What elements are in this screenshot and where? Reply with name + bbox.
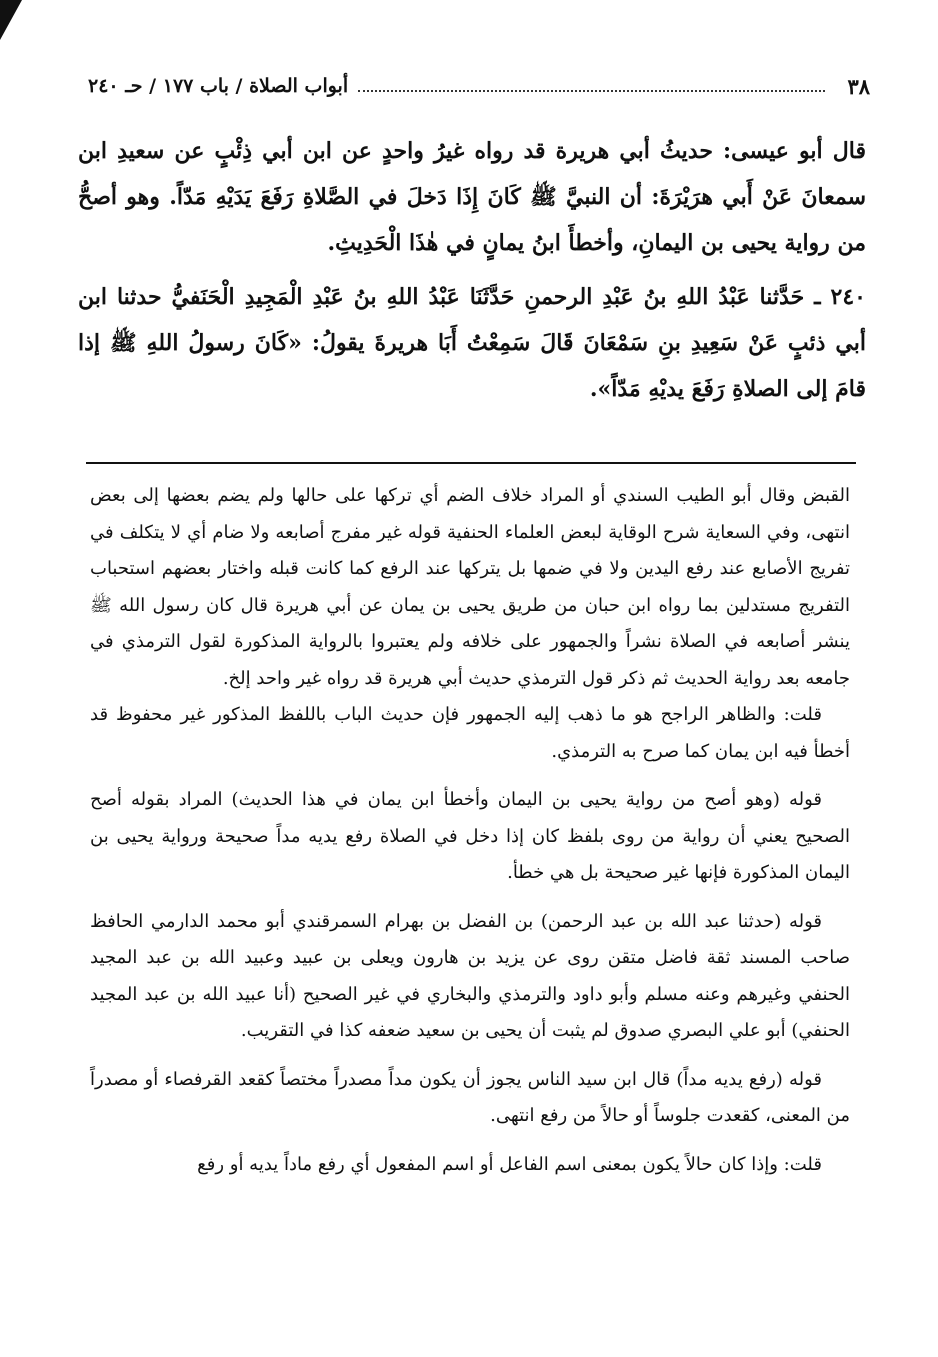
page-number: ٣٨ — [847, 73, 870, 99]
main-paragraph-1: قال أبو عيسى: حديثُ أبي هريرة قد رواه غيرُ واحدٍ عن ابن أبي ذِئْبٍ عن سعيدِ ابن سمعانَ عَنْ أَبي هرَيْرَةَ: أن النبيَّ ﷺ كَانَ إِذَا دَخلَ في الصَّلاةِ رَفَعَ يَدَيْهِ مَدّاً. وهو أصحُّ من رواية يحيى بن اليمانِ، وأخطأَ ابنُ يمانٍ في هٰذَا الْحَدِيثِ. — [78, 138, 866, 256]
running-title: أبواب الصلاة / باب ١٧٧ / حـ ٢٤٠ — [88, 75, 349, 97]
commentary-paragraph-2: قلت: والظاهر الراجح هو ما ذهب إليه الجمهور فإن حديث الباب باللفظ المذكور غير محفوظ قد أخطأ فيه ابن يمان كما صرح به الترمذي. — [90, 704, 850, 762]
commentary-paragraph-4: قوله (حدثنا عبد الله بن عبد الرحمن) بن الفضل بن بهرام السمرقندي أبو محمد الدارمي الحافظ صاحب المسند ثقة فاضل متقن روى عن يزيد بن هارون ويعلى بن عبيد وعبيد الله بن عبد المجيد الحنفي وغيرهم وعنه مسلم وأبو داود والترمذي والبخاري في غير الصحيح (أنا عبيد الله بن عبد المجيد الحنفي) أبو علي البصري صدوق لم يثبت أن يحيى بن سعيد ضعفه كذا في التقريب. — [90, 910, 850, 1041]
commentary-paragraph-3: قوله (وهو أصح من رواية يحيى بن اليمان وأخطأ ابن يمان في هذا الحديث) المراد بقوله أصح الصحيح يعني أن رواية من روى بلفظ كان إذا دخل في الصلاة رفع يديه مداً صحيحة ورواية يحيى بن اليمان المذكورة فإنها غير صحيحة بل هي خطأ. — [90, 789, 850, 883]
page-corner-mark — [0, 0, 22, 40]
commentary-paragraph-1: القبض وقال أبو الطيب السندي أو المراد خلاف الضم أي تركها على حالها ولم يضم بعضها إلى بعض انتهى، وفي السعاية شرح الوقاية لبعض العلماء الحنفية قوله غير مفرج أصابعه ولا ضام أي لا يتكلف في تفريج الأصابع عند رفع اليدين ولا في ضمها بل يتركها عند الرفع كما كانت قبله واختار بعضهم استحباب التفريج مستدلين بما رواه ابن حبان من طريق يحيى بن يمان عن أبي هريرة قال كان رسول الله ﷺ ينشر أصابعه في الصلاة نشراً والجمهور على خلافه ولم يعتبروا بالرواية المذكورة لقول الترمذي في جامعه بعد رواية الحديث ثم ذكر قول الترمذي حديث أبي هريرة قد رواه غير واحد إلخ. — [90, 485, 850, 689]
page-header — [88, 66, 870, 106]
commentary-section — [90, 478, 850, 1183]
commentary-paragraph-6: قلت: وإذا كان حالاً يكون بمعنى اسم الفاعل أو اسم المفعول أي رفع ماداً يديه أو رفع — [197, 1153, 822, 1175]
main-text — [78, 128, 866, 412]
header-dotted-leader — [358, 90, 825, 92]
footnote-separator — [86, 462, 856, 464]
hadith-240-paragraph: ٢٤٠ ـ حَدَّثنا عَبْدُ اللهِ بنُ عَبْدِ الرحمنِ حَدَّثَنَا عَبْدُ اللهِ بنُ عَبْدِ الْمَجِيدِ الْحَنَفيُّ حدثنا ابن أبي ذئبٍ عَنْ سَعِيدِ بنِ سَمْعَانَ قَالَ سَمِعْتُ أَبَا هريرةَ يقولُ: «كَانَ رسولُ اللهِ ﷺ إذا قامَ إلى الصلاةِ رَفَعَ يديْهِ مَدّاً». — [78, 284, 867, 402]
commentary-paragraph-5: قوله (رفع يديه مداً) قال ابن سيد الناس يجوز أن يكون مداً مصدراً مختصاً كقعد القرفصاء أو مصدراً من المعنى، كقعدت جلوساً أو حالاً من رفع انتهى. — [90, 1068, 850, 1126]
